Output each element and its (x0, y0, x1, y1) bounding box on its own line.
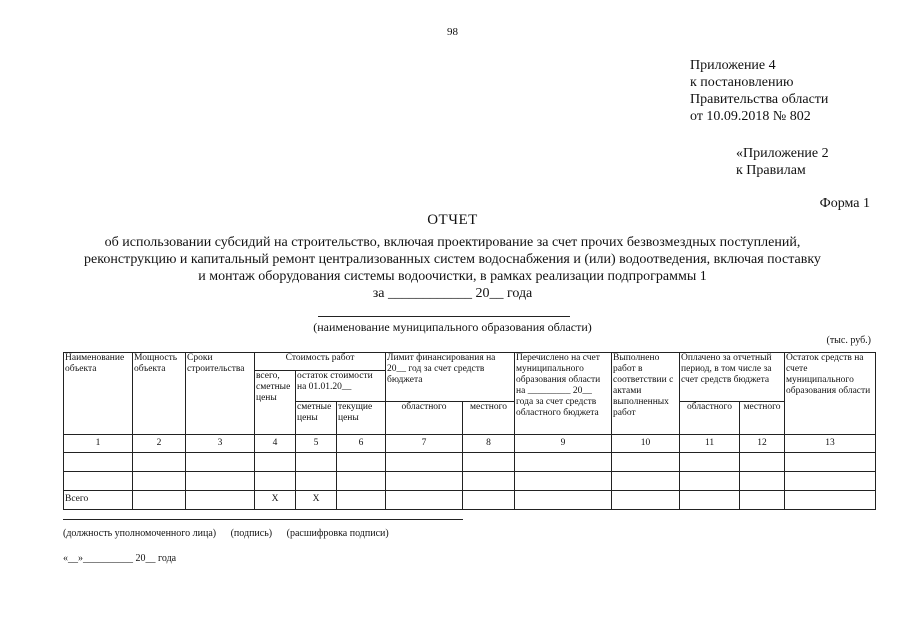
total-mark: Х (296, 490, 337, 509)
total-label: Всего (64, 490, 133, 509)
municipality-fill-line (318, 316, 570, 317)
report-subtitle (40, 234, 865, 302)
appendix-line: Приложение 4 (690, 58, 776, 73)
municipality-caption: (наименование муниципального образования области) (313, 320, 592, 334)
report-table (63, 352, 876, 510)
subtitle-line: и монтаж оборудования системы водоочистки, в рамках реализации подпрограммы 1 (198, 269, 707, 284)
rules-header (736, 145, 829, 179)
column-number: 3 (186, 434, 255, 452)
subtitle-line: реконструкцию и капитальный ремонт централизованных систем водоснабжения и (или) водоотведения, включая поставку (84, 252, 821, 267)
column-number: 1 (64, 434, 133, 452)
header-cost-total: всего, сметные цены (255, 371, 296, 434)
units-label: (тыс. руб.) (826, 335, 871, 346)
subtitle-line: об использовании субсидий на строительство, включая проектирование за счет прочих безвозмездных поступлений, (104, 235, 801, 250)
column-number: 9 (515, 434, 612, 452)
table-row (64, 452, 876, 471)
header-capacity: Мощность объекта (133, 353, 186, 435)
rules-line: «Приложение 2 (736, 146, 829, 161)
header-object-name: Наименование объекта (64, 353, 133, 435)
appendix-line: к постановлению (690, 75, 794, 90)
rules-line: к Правилам (736, 163, 806, 178)
signature-sign: (подпись) (230, 528, 273, 539)
column-number: 6 (337, 434, 386, 452)
header-cost-remain-estimate: сметные цены (296, 402, 337, 434)
header-paid-regional: областного (680, 402, 740, 434)
header-done: Выполнено работ в соответствии с актами выполненных работ (612, 353, 680, 435)
column-number: 13 (785, 434, 876, 452)
header-cost-remain-current: текущие цены (337, 402, 386, 434)
header-paid-local: местного (740, 402, 785, 434)
column-number: 8 (463, 434, 515, 452)
header-limit-local: местного (463, 402, 515, 434)
column-number: 10 (612, 434, 680, 452)
column-number: 5 (296, 434, 337, 452)
date-line: «__»__________ 20__ года (63, 553, 177, 564)
total-row (64, 490, 876, 509)
header-row (64, 353, 876, 371)
table-row (64, 471, 876, 490)
report-title: ОТЧЕТ (427, 212, 478, 228)
header-limit-regional: областного (386, 402, 463, 434)
appendix-line: Правительства области (690, 92, 829, 107)
header-balance: Остаток средств на счете муниципального образования области (785, 353, 876, 435)
page-number: 98 (447, 26, 458, 38)
signature-line (63, 519, 463, 520)
header-cost-remain: остаток стоимости на 01.01.20__ (296, 371, 386, 402)
header-terms: Сроки строительства (186, 353, 255, 435)
signature-position: (должность уполномоченного лица) (63, 528, 217, 539)
total-mark: Х (255, 490, 296, 509)
signature-decoding: (расшифровка подписи) (286, 528, 389, 539)
column-number: 7 (386, 434, 463, 452)
header-transferred: Перечислено на счет муниципального образования области на _________ 20__ года за счет средств областного бюджета (515, 353, 612, 435)
header-cost: Стоимость работ (255, 353, 386, 371)
header-paid: Оплачено за отчетный период, в том числе за счет средств бюджета (680, 353, 785, 402)
column-numbers-row (64, 434, 876, 452)
header-limit: Лимит финансирования на 20__ год за счет средств бюджета (386, 353, 515, 402)
appendix-line: от 10.09.2018 № 802 (690, 109, 811, 124)
report-period: за ____________ 20__ года (372, 286, 533, 301)
column-number: 4 (255, 434, 296, 452)
form-label: Форма 1 (819, 196, 870, 211)
appendix-header (690, 57, 828, 125)
column-number: 12 (740, 434, 785, 452)
column-number: 2 (133, 434, 186, 452)
signature-captions (63, 528, 401, 539)
column-number: 11 (680, 434, 740, 452)
